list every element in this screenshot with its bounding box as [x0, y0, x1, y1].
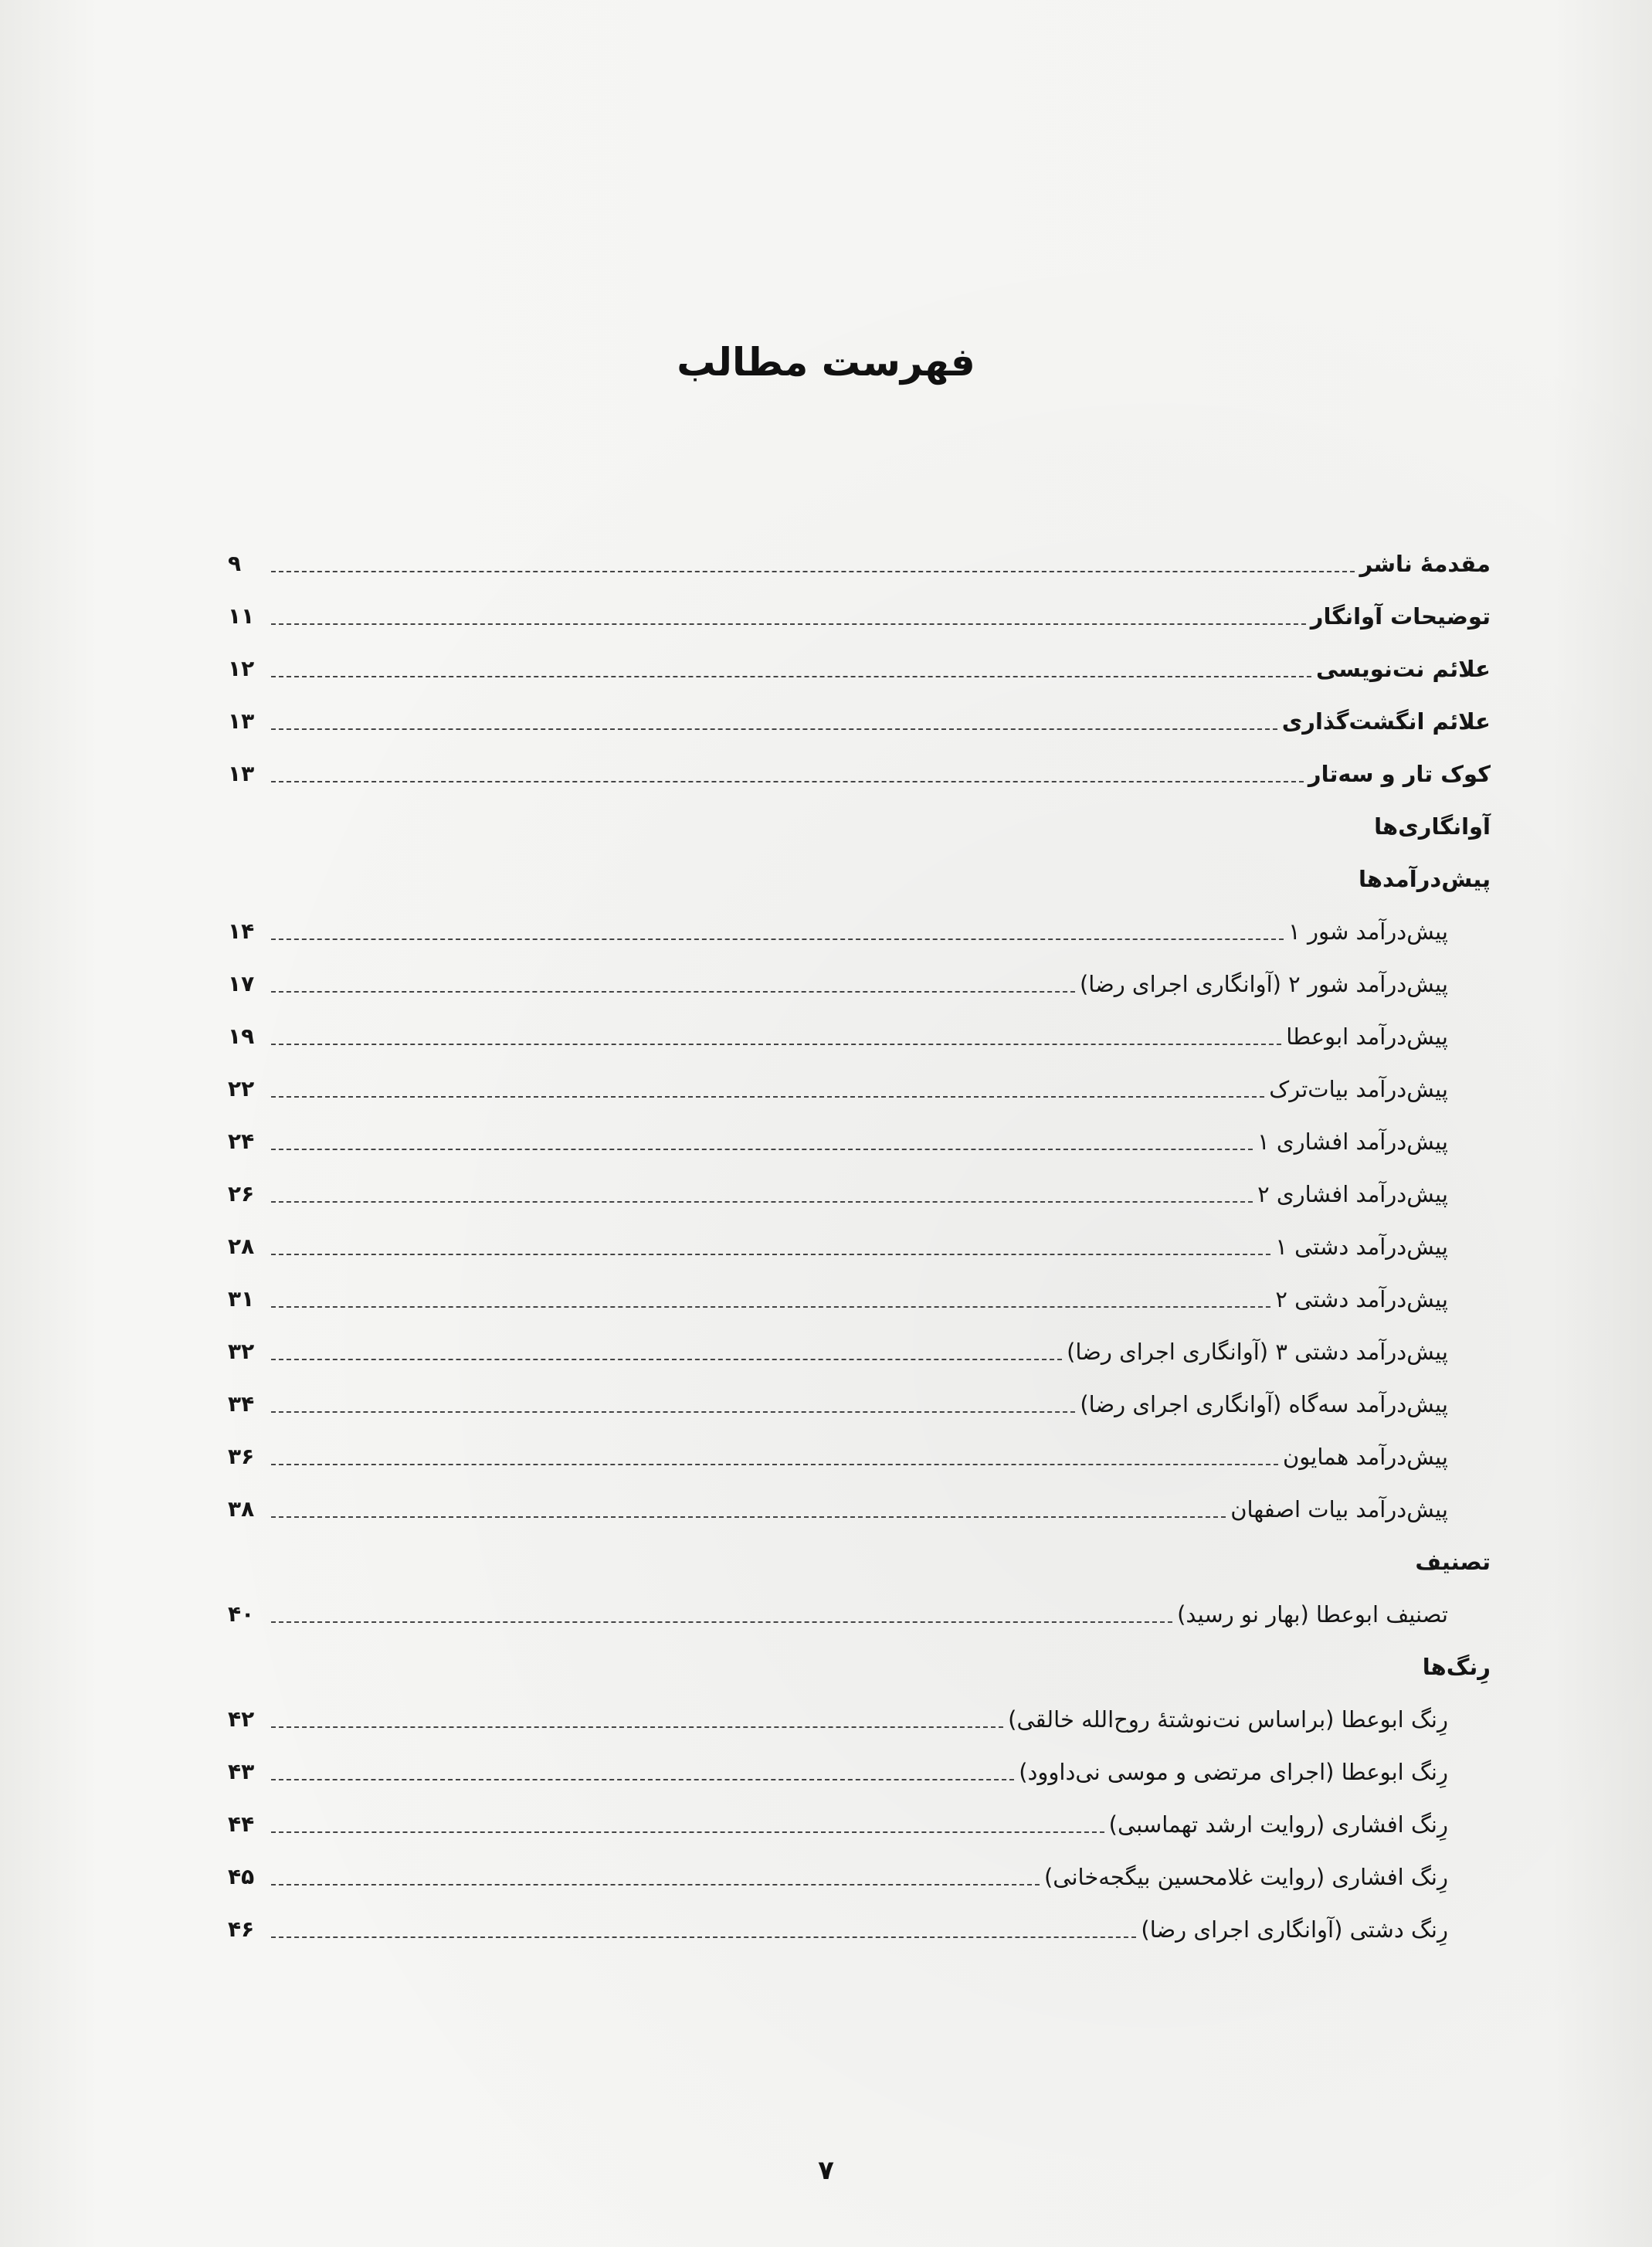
toc-entry-page: ۱۳: [228, 708, 255, 734]
toc-entry-label: پیش‌درآمد دشتی ۱: [1275, 1234, 1448, 1260]
toc-entry-page: ۴۲: [228, 1706, 255, 1732]
toc-entry-page: ۳۴: [228, 1391, 255, 1417]
toc-entry: [228, 1478, 1448, 1525]
toc-entry-page: ۲۶: [228, 1181, 255, 1207]
dot-leader: [271, 1621, 1172, 1623]
dot-leader: [271, 1044, 1281, 1045]
dot-leader: [271, 1936, 1136, 1938]
dot-leader: [271, 1884, 1040, 1886]
toc-entry-label: تصنیف ابوعطا (بهار نو رسید): [1177, 1601, 1448, 1628]
toc-entry-label: رِنگ افشاری (روایت غلامحسین بیگجه‌خانی): [1043, 1864, 1448, 1890]
toc-entry-page: ۳۶: [228, 1444, 255, 1469]
toc-entry: [228, 1216, 1448, 1262]
toc-section-heading: [228, 1636, 1491, 1682]
dot-leader: [271, 623, 1306, 625]
toc-entry: [228, 1741, 1448, 1787]
toc-entry-label: پیش‌درآمد دشتی ۳ (آوانگاری اجرای رضا): [1067, 1339, 1448, 1365]
toc-section-heading: [228, 848, 1491, 894]
dot-leader: [271, 991, 1075, 993]
toc-entry-label: پیش‌درآمد شور ۲ (آوانگاری اجرای رضا): [1079, 971, 1448, 997]
dot-leader: [271, 1726, 1003, 1728]
dot-leader: [271, 1359, 1062, 1360]
dot-leader: [271, 1464, 1278, 1465]
toc-entry-label: کوک تار و سه‌تار: [1308, 761, 1491, 787]
toc-entry-label: توضیحات آوانگار: [1310, 603, 1491, 630]
toc-entry: [228, 953, 1448, 1000]
toc-entry: [228, 901, 1448, 947]
toc-section-label: پیش‌درآمدها: [1359, 866, 1491, 892]
toc-entry-page: ۴۳: [228, 1759, 255, 1784]
toc-section-heading: [228, 796, 1491, 842]
page-title: فهرست مطالب: [677, 340, 975, 385]
dot-leader: [271, 571, 1355, 572]
toc-entry: [228, 1268, 1448, 1315]
toc-entry-page: ۲۲: [228, 1076, 255, 1101]
toc-entry: [228, 586, 1491, 632]
toc-entry-page: ۴۴: [228, 1811, 255, 1837]
toc-entry-label: علائم نت‌نویسی: [1316, 656, 1491, 682]
toc-section-label: رِنگ‌ها: [1422, 1654, 1491, 1680]
dot-leader: [271, 1516, 1226, 1518]
toc-entry-page: ۳۸: [228, 1496, 255, 1522]
toc-entry: [228, 1006, 1448, 1052]
toc-entry-label: پیش‌درآمد افشاری ۱: [1257, 1129, 1448, 1155]
dot-leader: [271, 1779, 1014, 1780]
dot-leader: [271, 1149, 1253, 1150]
toc-entry: [228, 1373, 1448, 1420]
toc-entry-page: ۱۴: [228, 918, 255, 944]
toc-entry-label: پیش‌درآمد بیات اصفهان: [1230, 1496, 1448, 1522]
toc-section-label: تصنیف: [1415, 1549, 1491, 1575]
toc-entry-page: ۱۷: [228, 971, 255, 996]
toc-section-label: آوانگاری‌ها: [1374, 813, 1491, 840]
toc-entry-label: پیش‌درآمد سه‌گاه (آوانگاری اجرای رضا): [1080, 1391, 1448, 1417]
toc-entry: [228, 743, 1491, 789]
toc-entry: [228, 638, 1491, 684]
toc-entry: [228, 533, 1491, 579]
toc-entry-label: پیش‌درآمد شور ۱: [1288, 918, 1448, 945]
dot-leader: [271, 1096, 1264, 1098]
toc-entry: [228, 1846, 1448, 1892]
toc-entry-page: ۴۰: [228, 1601, 255, 1627]
toc-entry: [228, 1321, 1448, 1367]
dot-leader: [271, 1411, 1075, 1413]
toc-entry-page: ۲۴: [228, 1129, 255, 1154]
dot-leader: [271, 1201, 1253, 1203]
dot-leader: [271, 781, 1304, 782]
toc-entry-label: علائم انگشت‌گذاری: [1281, 708, 1491, 735]
toc-entry-label: پیش‌درآمد ابوعطا: [1286, 1023, 1448, 1050]
toc-entry-page: ۱۱: [228, 603, 255, 629]
toc-entry-label: پیش‌درآمد دشتی ۲: [1275, 1286, 1448, 1312]
toc-entry-page: ۴۶: [228, 1916, 255, 1942]
toc-entry: [228, 1583, 1448, 1630]
toc-entry-label: پیش‌درآمد همایون: [1283, 1444, 1448, 1470]
toc-section-heading: [228, 1531, 1491, 1577]
dot-leader: [271, 1306, 1270, 1308]
toc-entry: [228, 1058, 1448, 1105]
toc-entry-label: رِنگ ابوعطا (اجرای مرتضی و موسی نی‌داوود): [1019, 1759, 1448, 1785]
toc-entry: [228, 1163, 1448, 1210]
toc-entry: [228, 1794, 1448, 1840]
toc-entry-label: رِنگ ابوعطا (براساس نت‌نوشتهٔ روح‌الله خالقی): [1008, 1706, 1448, 1733]
toc-entry-label: رِنگ دشتی (آوانگاری اجرای رضا): [1141, 1916, 1448, 1943]
dot-leader: [271, 676, 1311, 677]
toc-entry-label: پیش‌درآمد بیات‌ترک: [1269, 1076, 1448, 1102]
toc-entry-page: ۴۵: [228, 1864, 255, 1889]
toc-entry: [228, 1111, 1448, 1157]
toc-entry-label: پیش‌درآمد افشاری ۲: [1257, 1181, 1448, 1207]
toc-entry: [228, 1899, 1448, 1945]
toc-entry: [228, 691, 1491, 737]
toc-entry-page: ۳۱: [228, 1286, 255, 1312]
page-number: ۷: [818, 2155, 834, 2186]
dot-leader: [271, 1254, 1270, 1255]
toc-entry-page: ۲۸: [228, 1234, 255, 1259]
toc-entry-page: ۳۲: [228, 1339, 255, 1364]
dot-leader: [271, 1831, 1104, 1833]
toc-entry: [228, 1426, 1448, 1472]
toc-entry-page: ۱۳: [228, 761, 255, 786]
dot-leader: [271, 728, 1277, 730]
toc-entry-page: ۹: [228, 551, 242, 576]
toc-entry-label: مقدمهٔ ناشر: [1359, 551, 1491, 577]
toc-entry: [228, 1689, 1448, 1735]
toc-entry-label: رِنگ افشاری (روایت ارشد تهماسبی): [1108, 1811, 1448, 1838]
toc-entry-page: ۱۹: [228, 1023, 255, 1049]
toc-entry-page: ۱۲: [228, 656, 255, 681]
dot-leader: [271, 939, 1284, 940]
